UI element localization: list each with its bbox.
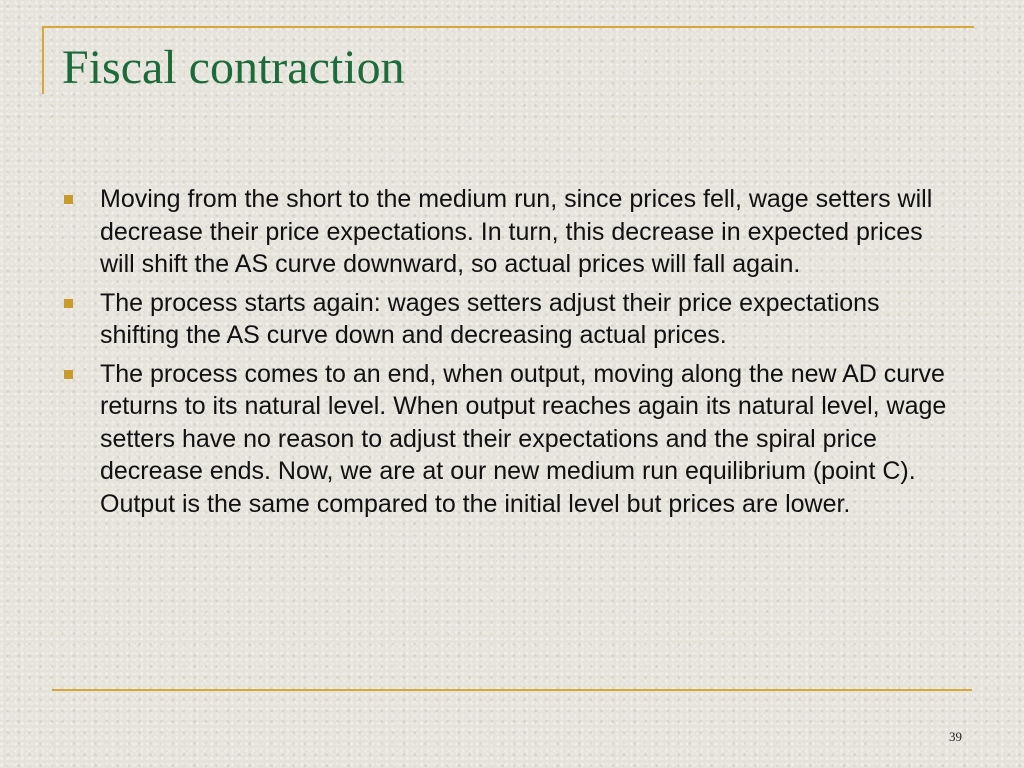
bullet-item-2	[62, 287, 962, 352]
square-bullet-icon	[64, 370, 73, 379]
title-accent-rule-vertical	[42, 26, 44, 94]
bullet-text-3: The process comes to an end, when output, moving along the new AD curve returns to its natural level. When output reaches again its natural level, wage setters have no reason to adjust their expectations and the spiral price decrease ends. Now, we are at our new medium run equilibrium (point C). Output is the same compared to the initial level but prices are lower.	[100, 359, 947, 518]
title-accent-rule-horizontal	[42, 26, 974, 28]
slide-title: Fiscal contraction	[62, 41, 405, 94]
square-bullet-icon	[64, 299, 73, 308]
footer-rule	[52, 689, 972, 691]
bullet-list	[62, 183, 962, 520]
bullet-item-3	[62, 358, 962, 521]
bullet-text-1: Moving from the short to the medium run, since prices fell, wage setters will decrease their price expectations. In turn, this decrease in expected prices will shift the AS curve downward, so actual prices will fall again.	[100, 185, 933, 278]
square-bullet-icon	[64, 195, 73, 204]
bullet-text-2: The process starts again: wages setters adjust their price expectations shifting the AS curve down and decreasing actual prices.	[100, 288, 880, 349]
bullet-item-1	[62, 183, 962, 281]
slide-number: 39	[949, 729, 962, 744]
slide-content	[62, 183, 962, 526]
